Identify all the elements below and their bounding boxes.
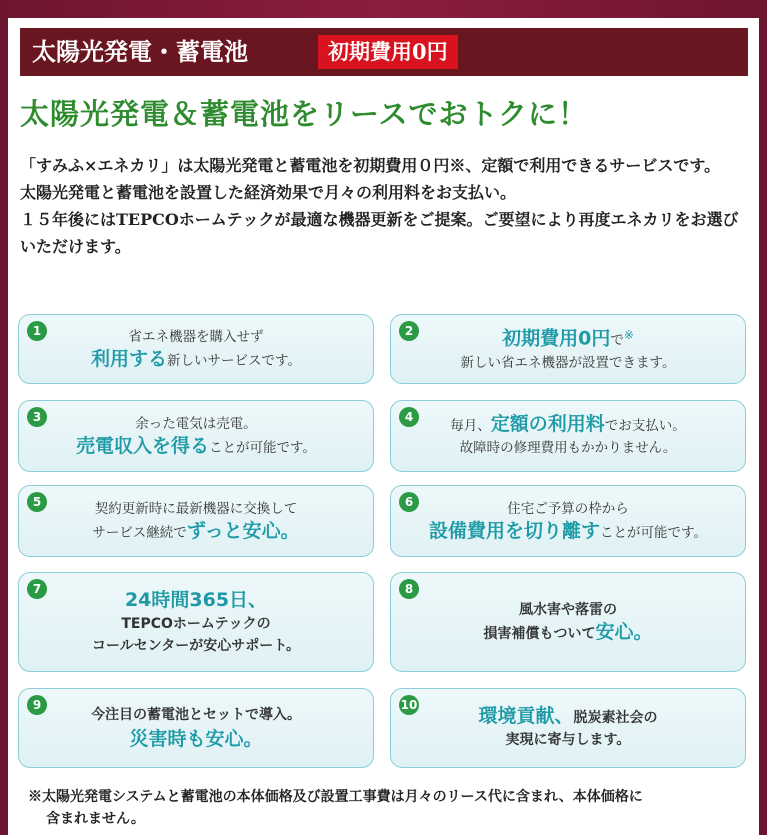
feature-line: 契約更新時に最新機器に交換して (94, 501, 298, 517)
initial-cost-badge: 初期費用0円 (318, 35, 458, 69)
number-badge: 9 (27, 695, 47, 715)
number-badge: 10 (399, 695, 419, 715)
feature-line (76, 435, 316, 459)
feature-card-4 (390, 400, 746, 472)
number-badge: 3 (27, 407, 47, 427)
number-badge: 4 (399, 407, 419, 427)
intro-paragraph: 太陽光発電と蓄電池を設置した経済効果で月々の利用料をお支払い。 (20, 183, 517, 202)
feature-card-10 (390, 688, 746, 768)
feature-card-2 (390, 314, 746, 384)
feature-line: 風水害や落雷の (519, 602, 617, 618)
feature-text: ことが可能です。 (600, 525, 707, 541)
feature-card-5 (18, 485, 374, 557)
feature-line (429, 520, 707, 544)
feature-line (502, 324, 634, 352)
feature-text: で (610, 332, 624, 349)
number-badge: 7 (27, 579, 47, 599)
feature-card-1 (18, 314, 374, 384)
feature-text: 脱炭素社会の (573, 710, 658, 726)
feature-line: 実現に寄与します。 (505, 732, 631, 748)
title-bar (20, 28, 748, 76)
number-badge: 8 (399, 579, 419, 599)
feature-card-7 (18, 572, 374, 672)
feature-highlight: 環境貢献、 (478, 705, 574, 727)
feature-line (478, 705, 657, 729)
intro-paragraph: 「すみふ×エネカリ」は太陽光発電と蓄電池を初期費用０円※、定額で利用できるサービスです。 (20, 156, 721, 175)
feature-line: 省エネ機器を購入せず (128, 329, 264, 345)
footnote-line: ※太陽光発電システムと蓄電池の本体価格及び設置工事費は月々のリース代に含まれ、本体価格に (28, 789, 643, 805)
feature-card-8 (390, 572, 746, 672)
feature-line: 新しい省エネ機器が設置できます。 (460, 354, 676, 371)
feature-line (450, 413, 686, 437)
feature-card-6 (390, 485, 746, 557)
number-badge: 1 (27, 321, 47, 341)
feature-highlight: 初期費用0円 (502, 327, 611, 350)
page-title: 太陽光発電・蓄電池 (32, 37, 248, 66)
feature-line: コールセンターが安心サポート。 (92, 638, 300, 654)
feature-text: 毎月、 (450, 418, 491, 434)
feature-highlight: 24時間365日、 (124, 589, 268, 611)
number-badge: 6 (399, 492, 419, 512)
feature-card-9 (18, 688, 374, 768)
feature-highlight: 利用する (91, 348, 168, 370)
intro-text (20, 152, 742, 260)
feature-line: TEPCOホームテックの (121, 616, 271, 632)
footnote (28, 786, 750, 830)
feature-text: 新しいサービスです。 (167, 353, 301, 369)
feature-line: 故障時の修理費用もかかりません。 (459, 440, 677, 456)
feature-highlight: 災害時も安心。 (129, 728, 263, 750)
feature-line: 余った電気は売電。 (135, 416, 257, 432)
footnote-line: 含まれません。 (46, 811, 145, 827)
number-badge: 5 (27, 492, 47, 512)
feature-highlight: 定額の利用料 (490, 413, 605, 435)
feature-text: ことが可能です。 (209, 440, 316, 456)
intro-paragraph: １５年後にはTEPCOホームテックが最適な機器更新をご提案。ご要望により再度エネカリをお選びいただけます。 (20, 210, 739, 256)
feature-line: 住宅ご予算の枠から (507, 501, 629, 517)
headline: 太陽光発電＆蓄電池をリースでおトクに！ (20, 97, 588, 131)
feature-line (91, 348, 301, 372)
feature-line: 今注目の蓄電池とセットで導入。 (91, 707, 301, 723)
number-badge: 2 (399, 321, 419, 341)
feature-highlight: 売電収入を得る (76, 435, 210, 457)
feature-highlight: 設備費用を切り離す (429, 520, 601, 542)
feature-text: サービス継続で (92, 525, 187, 541)
feature-highlight: ずっと安心。 (186, 520, 300, 542)
feature-text: でお支払い。 (604, 418, 686, 434)
feature-highlight: 安心。 (595, 621, 653, 643)
note-mark: ※ (623, 328, 634, 343)
feature-card-3 (18, 400, 374, 472)
feature-text: 損害補償もついて (483, 626, 596, 642)
feature-line (483, 621, 652, 645)
feature-line (92, 520, 299, 544)
main-panel (8, 18, 759, 835)
